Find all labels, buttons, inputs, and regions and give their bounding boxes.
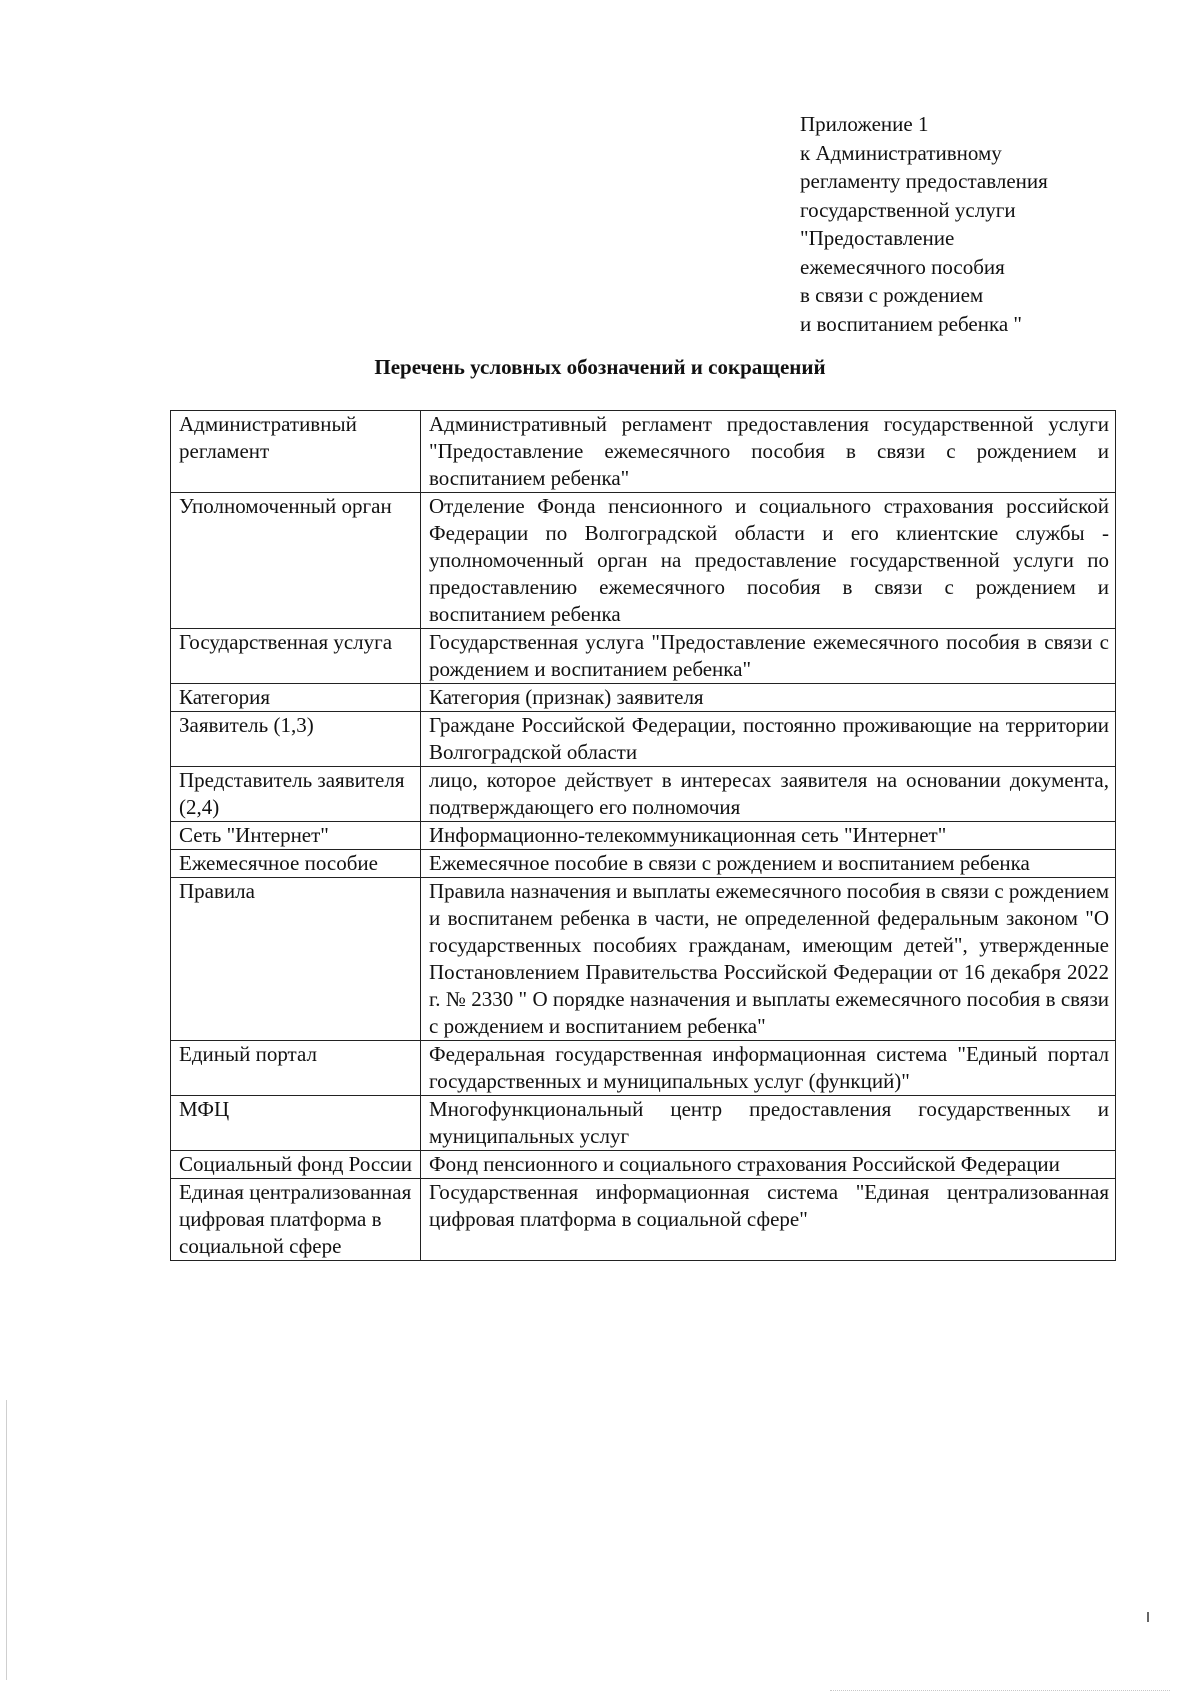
table-row (171, 767, 1116, 822)
table-row (171, 712, 1116, 767)
table-row (171, 493, 1116, 629)
definition-cell: Граждане Российской Федерации, постоянно проживающие на территории Волгоградской области (421, 712, 1116, 767)
table-row (171, 411, 1116, 493)
term-cell: Заявитель (1,3) (171, 712, 421, 767)
scan-margin-line (6, 1400, 7, 1680)
appendix-line: ежемесячного пособия (800, 254, 1005, 279)
appendix-line: регламенту предоставления (800, 169, 1048, 193)
term-cell: Единая централизованная цифровая платформа в социальной сфере (171, 1179, 421, 1261)
table-row (171, 1151, 1116, 1179)
table-row (171, 1179, 1116, 1261)
table-row (171, 684, 1116, 712)
table-row (171, 850, 1116, 878)
term-cell: Уполномоченный орган (171, 493, 421, 629)
page-title: Перечень условных обозначений и сокращений (374, 355, 826, 379)
table-row (171, 629, 1116, 684)
appendix-line: "Предоставление (800, 226, 955, 250)
term-cell: Единый портал (171, 1041, 421, 1096)
definition-cell: Многофункциональный центр предоставления государственных и муниципальных услуг (421, 1096, 1116, 1151)
definition-cell: Отделение Фонда пенсионного и социального страхования российской Федерации по Волгоградской области и его клиентские службы - уполномоченный орган на предоставление государственной услуги по предоставлению ежемесячного пособия в связи с рождением и воспитанием ребенка (421, 493, 1116, 629)
term-cell: Административный регламент (171, 411, 421, 493)
definition-cell: Информационно-телекоммуникационная сеть "Интернет" (421, 822, 1116, 850)
table-row (171, 878, 1116, 1041)
appendix-line: в связи с рождением (800, 283, 984, 307)
definition-cell: лицо, которое действует в интересах заявителя на основании документа, подтверждающего его полномочия (421, 767, 1116, 822)
table-row (171, 822, 1116, 850)
definition-cell: Федеральная государственная информационная система "Единый портал государственных и муниципальных услуг (функций)" (421, 1041, 1116, 1096)
scan-artifact-mark (1147, 1612, 1149, 1622)
definition-cell: Государственная информационная система "Единая централизованная цифровая платформа в социальной сфере" (421, 1179, 1116, 1261)
table-row (171, 1096, 1116, 1151)
definition-cell: Фонд пенсионного и социального страхования Российской Федерации (421, 1151, 1116, 1179)
term-cell: Представитель заявителя (2,4) (171, 767, 421, 822)
appendix-line: к Административному (800, 140, 1002, 165)
appendix-line: государственной услуги (800, 197, 1016, 222)
table-row (171, 1041, 1116, 1096)
term-cell: Категория (171, 684, 421, 712)
definition-cell: Правила назначения и выплаты ежемесячного пособия в связи с рождением и воспитанем ребенка в части, не определенной федеральным законом "О государственных пособиях гражданам, имеющим детей", утвержденные Постановлением Правительства Российской Федерации от 16 декабря 2022 г. № 2330 " О порядке назначения и выплаты ежемесячного пособия в связи с рождением и воспитанием ребенка" (421, 878, 1116, 1041)
definition-cell: Административный регламент предоставления государственной услуги "Предоставление ежемесячного пособия в связи с рождением и воспитанием ребенка" (421, 411, 1116, 493)
term-cell: Правила (171, 878, 421, 1041)
term-cell: МФЦ (171, 1096, 421, 1151)
term-cell: Социальный фонд России (171, 1151, 421, 1179)
appendix-line: Приложение 1 (800, 112, 929, 136)
appendix-header (800, 110, 1140, 338)
abbreviations-table (170, 410, 1116, 1261)
definition-cell: Ежемесячное пособие в связи с рождением и воспитанием ребенка (421, 850, 1116, 878)
term-cell: Сеть "Интернет" (171, 822, 421, 850)
scan-bottom-edge (830, 1690, 1170, 1692)
term-cell: Ежемесячное пособие (171, 850, 421, 878)
definition-cell: Государственная услуга "Предоставление ежемесячного пособия в связи с рождением и воспитанием ребенка" (421, 629, 1116, 684)
definition-cell: Категория (признак) заявителя (421, 684, 1116, 712)
term-cell: Государственная услуга (171, 629, 421, 684)
appendix-line: и воспитанием ребенка " (800, 311, 1022, 336)
